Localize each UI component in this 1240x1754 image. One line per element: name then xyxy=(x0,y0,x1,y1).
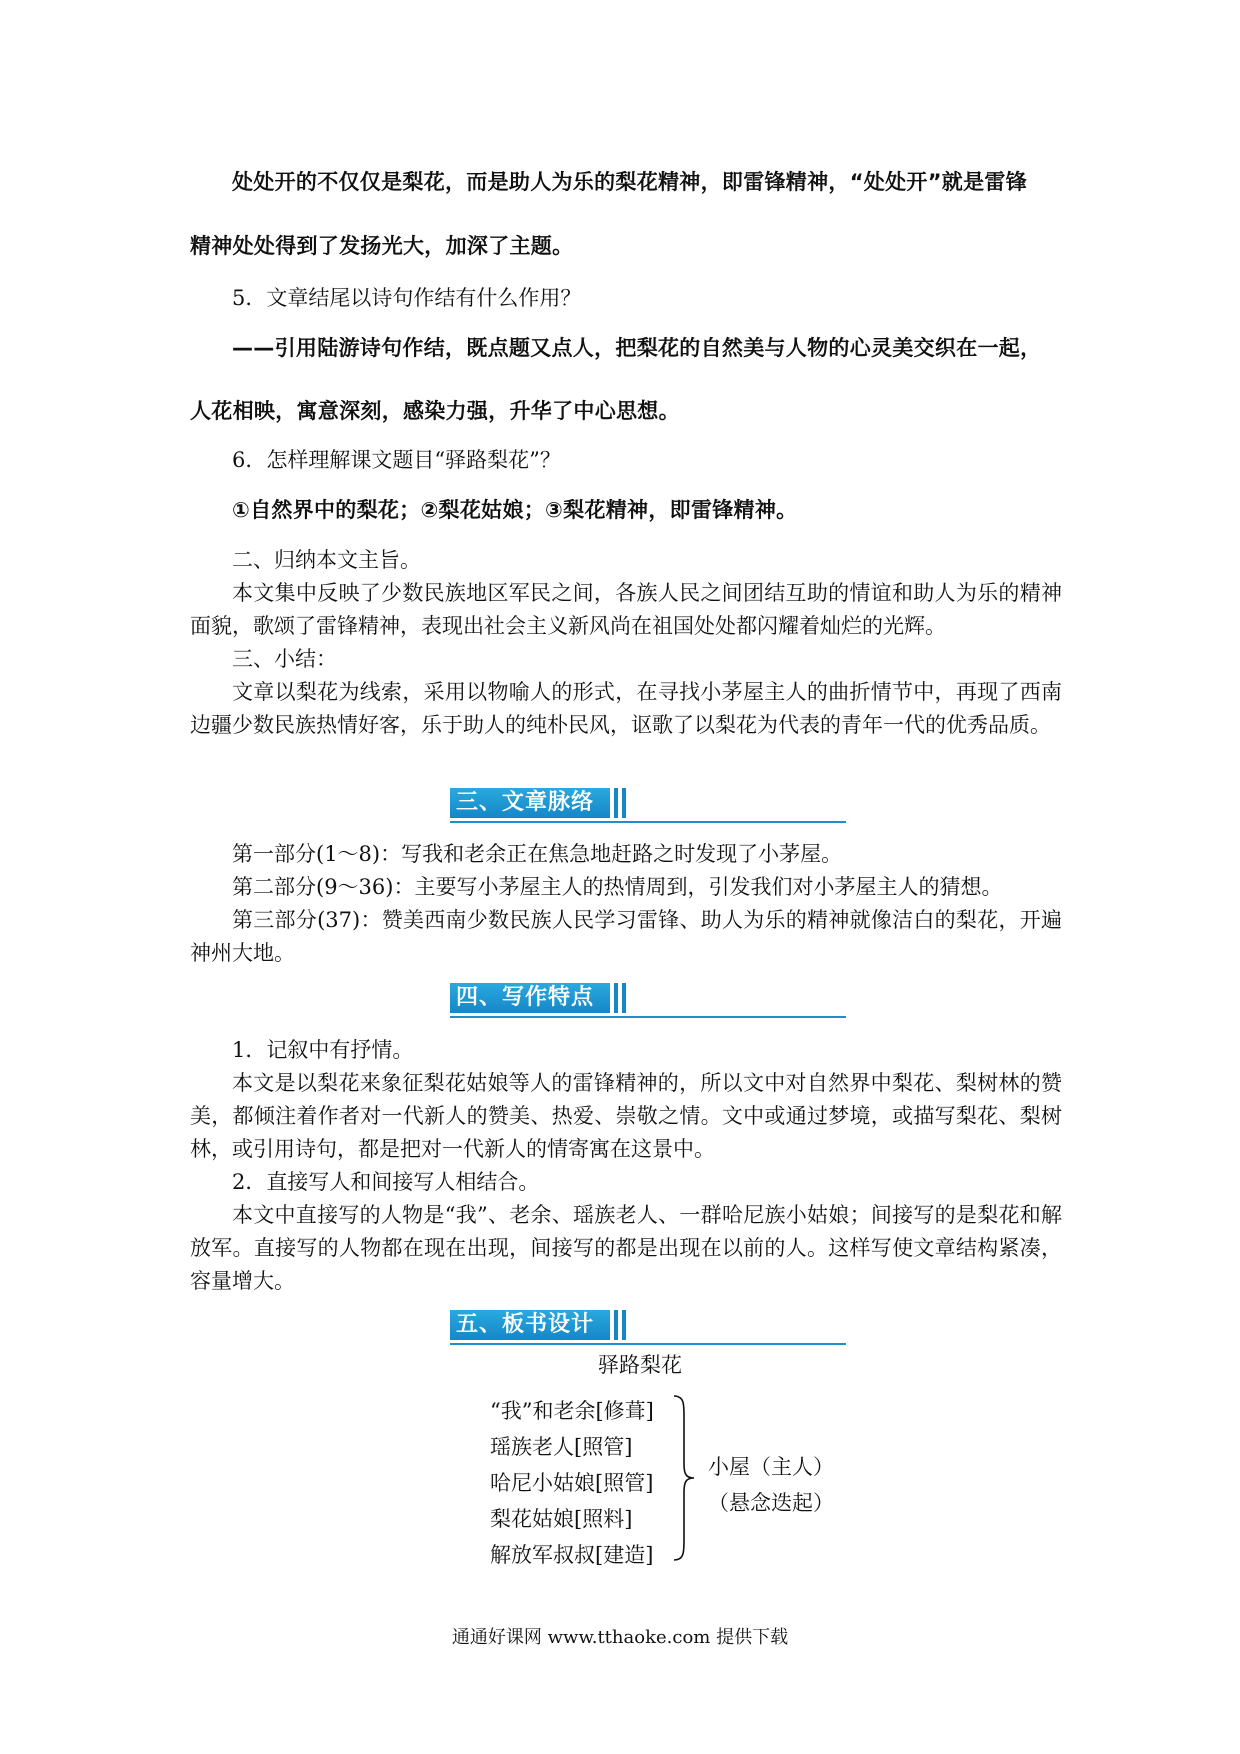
banner-tick xyxy=(622,788,626,818)
feature-1-heading: 1．记叙中有抒情。 xyxy=(232,1038,414,1062)
banner-rule xyxy=(450,1343,846,1345)
structure-part-1: 第一部分(1～8)：写我和老余正在焦急地赶路之时发现了小茅屋。 xyxy=(232,842,843,866)
banner-rule xyxy=(450,821,846,823)
feature-2-heading: 2．直接写人和间接写人相结合。 xyxy=(232,1170,540,1194)
banner-tick xyxy=(614,1310,618,1340)
banner-tick xyxy=(622,983,626,1013)
question-5: 5．文章结尾以诗句作结有什么作用？ xyxy=(232,286,582,310)
feature-1-body: 本文是以梨花来象征梨花姑娘等人的雷锋精神的，所以文中对自然界中梨花、梨树林的赞美，都倾注着作者对一代新人的赞美、热爱、崇敬之情。文中或通过梦境，或描写梨花、梨树林，或引用诗句，都是把对一代新人的情寄寓在这景中。 xyxy=(190,1071,1062,1161)
board-item-2: 瑶族老人[照管] xyxy=(490,1435,633,1459)
structure-part-3: 第三部分(37)：赞美西南少数民族人民学习雷锋、助人为乐的精神就像洁白的梨花，开遍神州大地。 xyxy=(190,908,1062,965)
banner-features xyxy=(450,983,846,1019)
banner-tick xyxy=(614,788,618,818)
banner-features-label: 四、写作特点 xyxy=(450,983,610,1013)
banner-board xyxy=(450,1310,846,1346)
board-title: 驿路梨花 xyxy=(598,1353,682,1377)
banner-structure-label: 三、文章脉络 xyxy=(450,788,610,818)
banner-rule xyxy=(450,1016,846,1018)
answer-5-line-1: ——引用陆游诗句作结，既点题又点人，把梨花的自然美与人物的心灵美交织在一起， xyxy=(232,336,1042,360)
answer-4-line-2: 精神处处得到了发扬光大，加深了主题。 xyxy=(190,234,574,258)
right-brace-icon xyxy=(672,1394,698,1562)
section-3-body: 文章以梨花为线索，采用以物喻人的形式，在寻找小茅屋主人的曲折情节中，再现了西南边疆少数民族热情好客，乐于助人的纯朴民风，讴歌了以梨花为代表的青年一代的优秀品质。 xyxy=(190,680,1062,737)
page-footer: 通通好课网 www.tthaoke.com 提供下载 xyxy=(451,1627,789,1648)
question-6: 6．怎样理解课文题目“驿路梨花”？ xyxy=(232,448,561,472)
banner-structure xyxy=(450,788,846,824)
section-2-body: 本文集中反映了少数民族地区军民之间，各族人民之间团结互助的情谊和助人为乐的精神面貌，歌颂了雷锋精神，表现出社会主义新风尚在祖国处处都闪耀着灿烂的光辉。 xyxy=(190,581,1062,638)
board-item-3: 哈尼小姑娘[照管] xyxy=(490,1471,654,1495)
banner-board-label: 五、板书设计 xyxy=(450,1310,610,1340)
feature-2-body: 本文中直接写的人物是“我”、老余、瑶族老人、一群哈尼族小姑娘；间接写的是梨花和解放军。直接写的人物都在现在出现，间接写的都是出现在以前的人。这样写使文章结构紧凑，容量增大。 xyxy=(190,1203,1062,1293)
answer-4-line-1: 处处开的不仅仅是梨花，而是助人为乐的梨花精神，即雷锋精神，“处处开”就是雷锋 xyxy=(232,170,1027,194)
board-right-line-1: 小屋（主人） xyxy=(708,1455,834,1479)
board-item-4: 梨花姑娘[照料] xyxy=(490,1507,633,1531)
banner-tick xyxy=(622,1310,626,1340)
board-item-5: 解放军叔叔[建造] xyxy=(490,1543,654,1567)
answer-6: ①自然界中的梨花；②梨花姑娘；③梨花精神，即雷锋精神。 xyxy=(232,498,798,522)
answer-5-line-2: 人花相映，寓意深刻，感染力强，升华了中心思想。 xyxy=(190,399,680,423)
banner-tick xyxy=(614,983,618,1013)
board-right-line-2: （悬念迭起） xyxy=(708,1491,834,1515)
section-2-heading: 二、归纳本文主旨。 xyxy=(232,548,421,572)
section-3-heading: 三、小结： xyxy=(232,647,337,671)
board-item-1: “我”和老余[修葺] xyxy=(490,1399,654,1423)
structure-part-2: 第二部分(9～36)：主要写小茅屋主人的热情周到，引发我们对小茅屋主人的猜想。 xyxy=(232,875,1003,899)
